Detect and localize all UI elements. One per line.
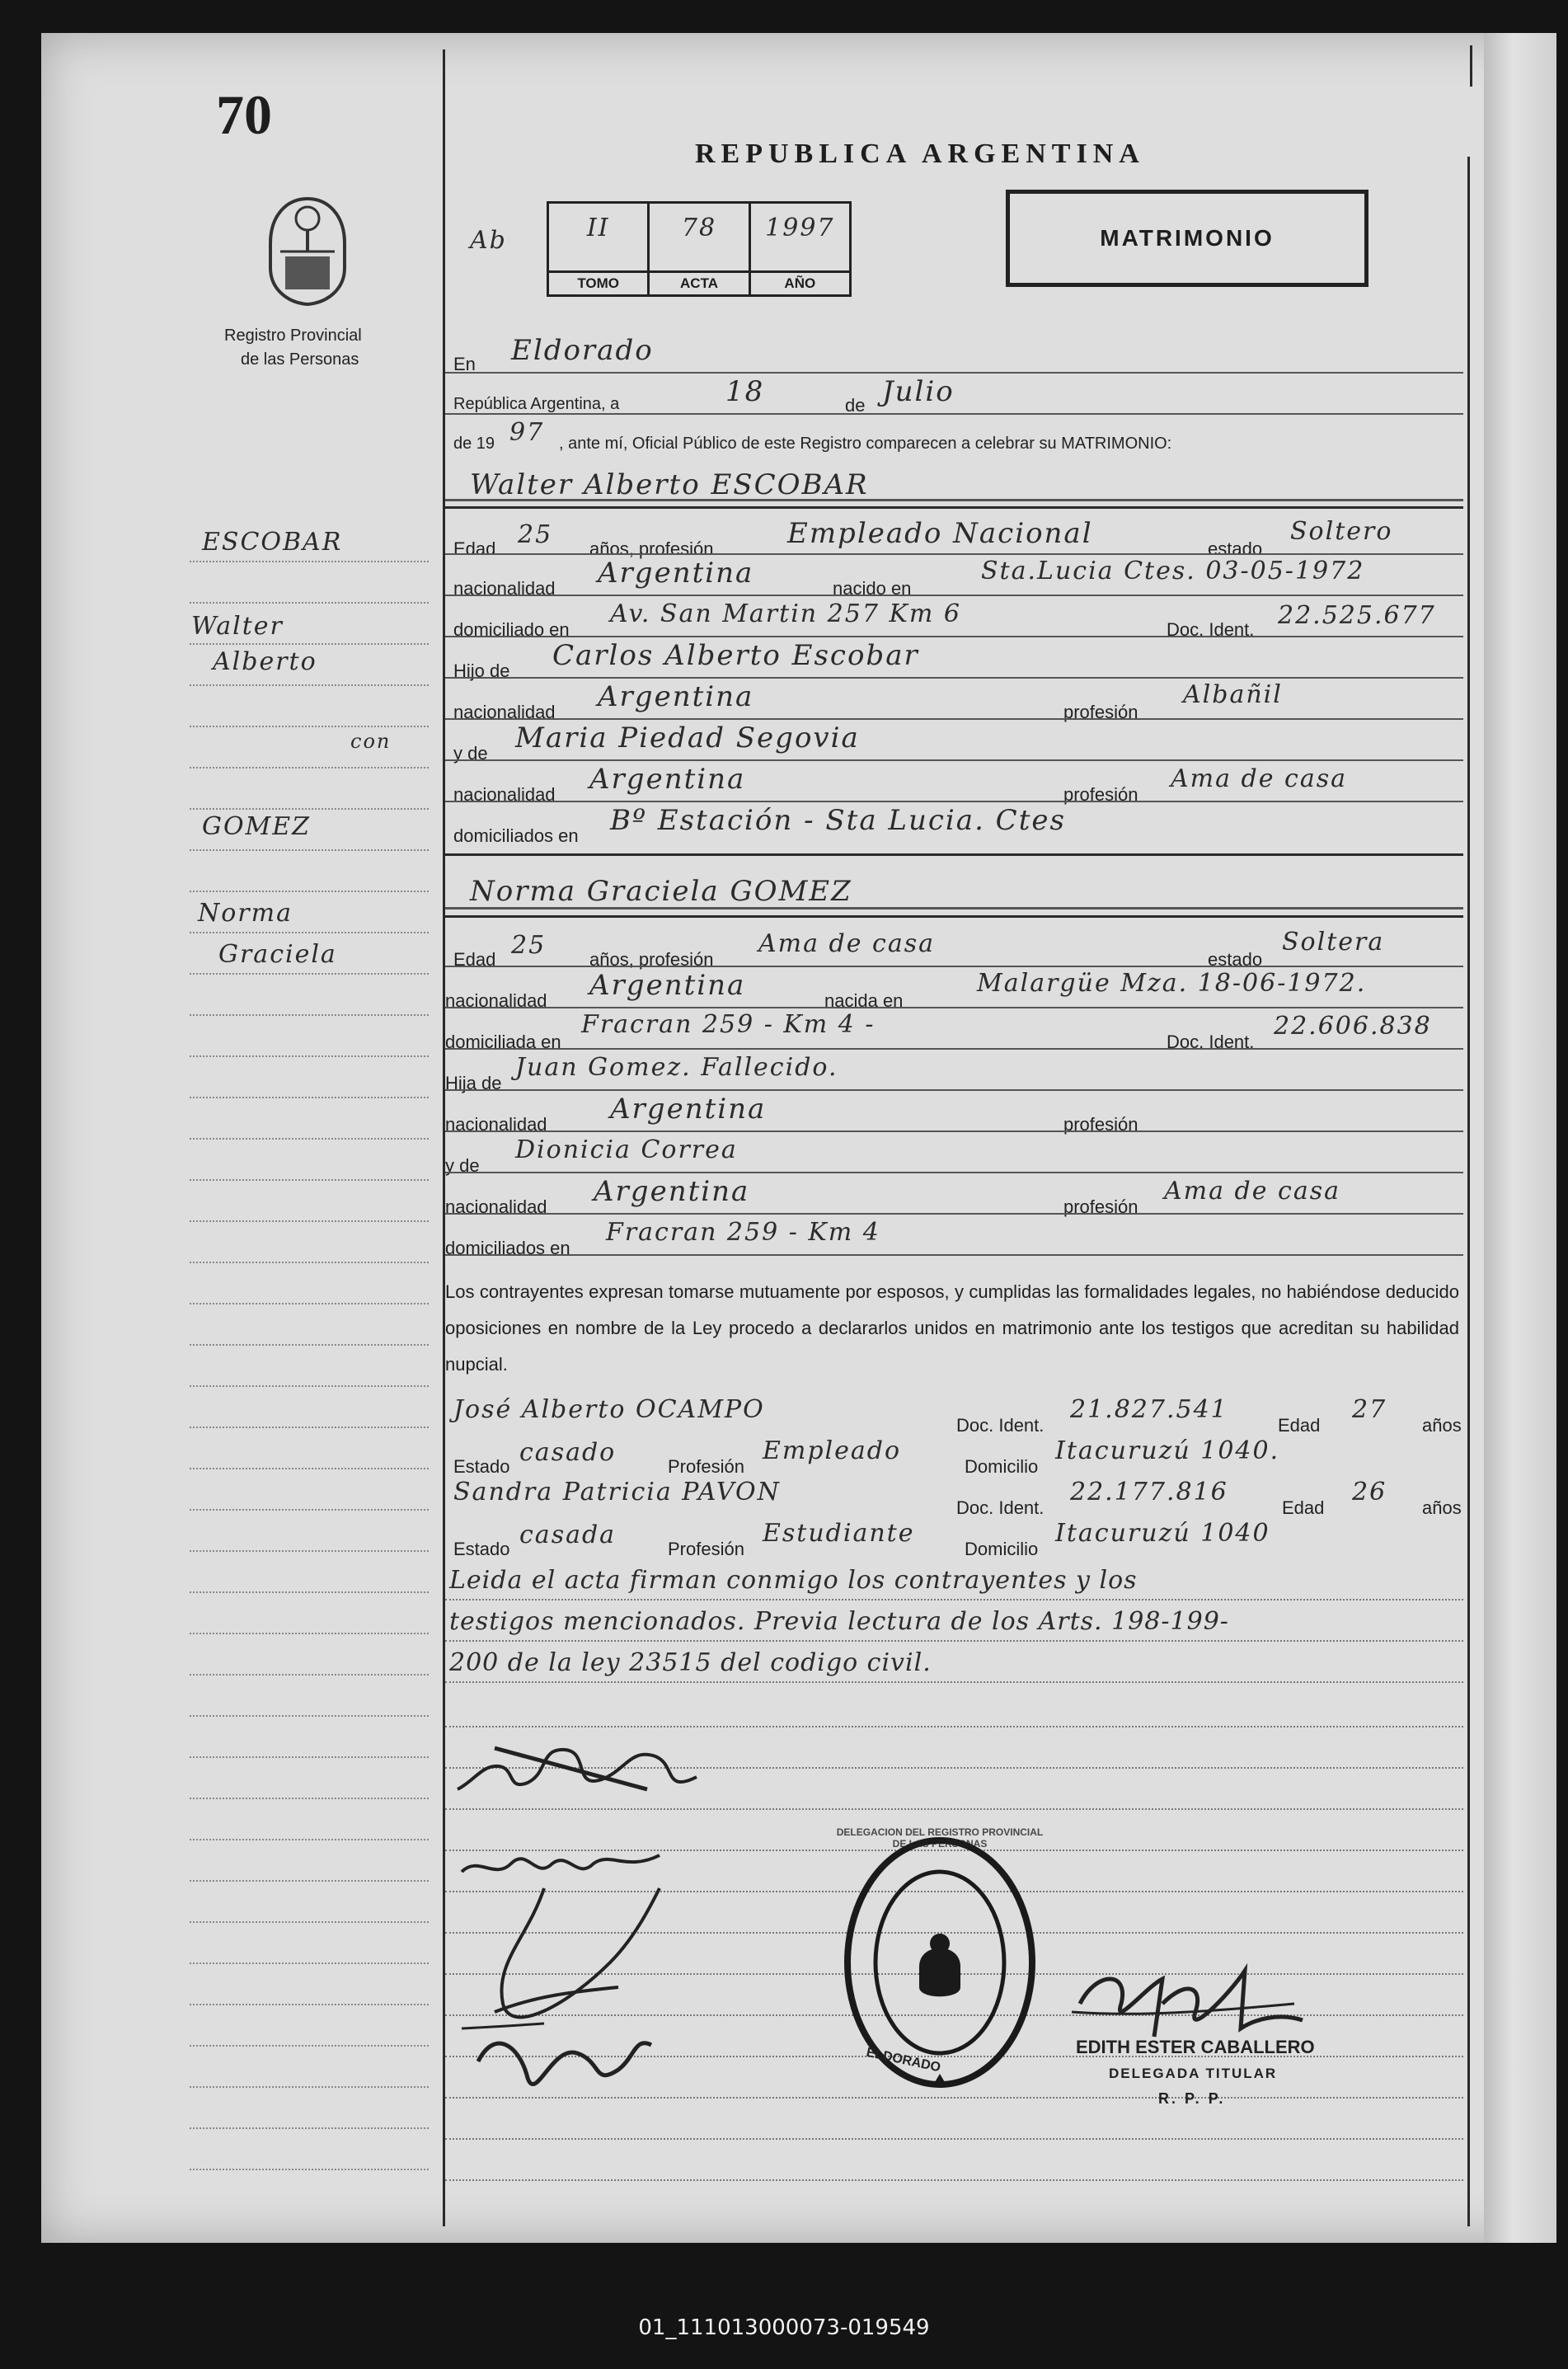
- bride-profesion: Ama de casa: [758, 929, 935, 958]
- ano-label: AÑO: [751, 270, 849, 294]
- official-name: EDITH ESTER CABALLERO: [1076, 2037, 1315, 2057]
- closing-note-2: testigos mencionados. Previa lectura de los Arts. 198-199-: [449, 1607, 1229, 1636]
- groom-domiciliados-label: domiciliados en: [453, 825, 579, 846]
- witness-2-edad-label: Edad: [1282, 1497, 1325, 1518]
- bride-age-line: [445, 928, 1463, 969]
- witness-1-domicilio: Itacuruzú 1040.: [1055, 1436, 1280, 1465]
- witness-1-edad-label: Edad: [1278, 1415, 1321, 1436]
- groom-yde-label: y de: [453, 743, 488, 764]
- coat-of-arms-icon: [262, 194, 353, 309]
- bride-estado-label: estado: [1208, 949, 1263, 970]
- de-label: de: [845, 395, 866, 416]
- groom-estado-label: estado: [1208, 538, 1263, 559]
- republica-label: República Argentina, a: [453, 395, 620, 413]
- bride-yde-label: y de: [445, 1155, 480, 1176]
- bride-padre-nac-label: nacionalidad: [445, 1114, 547, 1135]
- groom-signature-icon: [449, 1732, 713, 1814]
- image-caption: 01_111013000073-019549: [638, 2315, 930, 2340]
- witness-2-line-2: [445, 1517, 1463, 1558]
- bride-edad-label: Edad: [453, 949, 496, 970]
- stamp-town: ELDORADO: [865, 2045, 942, 2075]
- margin-bride-surname: GOMEZ: [202, 812, 312, 841]
- bride-full-name: Norma Graciela GOMEZ: [470, 875, 852, 908]
- groom-nacionalidad: Argentina: [598, 557, 754, 590]
- acta-label: ACTA: [650, 270, 748, 294]
- prefix-handwritten: Ab: [470, 226, 507, 255]
- declaration-text: Los contrayentes expresan tomarse mutuamente por esposos, y cumplidas las formalidades legales, no habiéndose deducido oposiciones en nombre de la Ley procedo a declararlos unidos en matrimonio ante los testigos que acreditan su habilidad nupcial.: [445, 1281, 1459, 1375]
- registry-line-2: de las Personas: [241, 350, 359, 369]
- witness-1-anos-label: años: [1422, 1415, 1462, 1436]
- witness-2-name: Sandra Patricia PAVON: [453, 1478, 781, 1506]
- witness-1-doc: 21.827.541: [1070, 1395, 1228, 1424]
- witness-2-doc: 22.177.816: [1070, 1478, 1228, 1506]
- bride-padre-nacionalidad: Argentina: [610, 1093, 767, 1126]
- bride-witness-signatures-icon: [445, 1839, 692, 2111]
- bride-madre: Dionicia Correa: [515, 1135, 738, 1164]
- margin-groom-given-1: Walter: [191, 612, 284, 641]
- witness-1-line-2: [445, 1435, 1463, 1476]
- bride-domicilio: Fracran 259 - Km 4 -: [581, 1010, 876, 1039]
- groom-domicilio-label: domiciliado en: [453, 619, 570, 640]
- witness-2-domicilio-label: Domicilio: [965, 1539, 1039, 1559]
- bride-domiciliados-label: domiciliados en: [445, 1238, 570, 1258]
- country-title: REPUBLICA ARGENTINA: [695, 139, 1145, 169]
- groom-nacido-label: nacido en: [833, 578, 912, 599]
- registry-line-1: Registro Provincial: [224, 327, 362, 345]
- witness-2-anos-label: años: [1422, 1497, 1462, 1518]
- groom-edad: 25: [518, 520, 553, 549]
- date-line: [445, 375, 1463, 416]
- closing-note-3: 200 de la ley 23515 del codigo civil.: [449, 1648, 932, 1677]
- margin-bride-given-2: Graciela: [218, 940, 337, 969]
- groom-padres-domicilio: Bº Estación - Sta Lucia. Ctes: [610, 804, 1066, 837]
- statement-text: , ante mí, Oficial Público de este Registro comparecen a celebrar su MATRIMONIO:: [559, 435, 1172, 453]
- witness-1-estado: casado: [519, 1438, 617, 1467]
- bride-mother-nat-line: [445, 1175, 1463, 1216]
- tomo-value: II: [586, 214, 610, 242]
- stamp-text: DELEGACION DEL REGISTRO PROVINCIAL DE LAS PERSONAS: [836, 1826, 1044, 1850]
- groom-mother-line: [445, 722, 1463, 763]
- margin-groom-given-2: Alberto: [213, 647, 317, 676]
- place-value: Eldorado: [511, 334, 654, 367]
- groom-nacionalidad-label: nacionalidad: [453, 578, 556, 599]
- groom-madre-nacionalidad: Argentina: [589, 763, 746, 796]
- witness-1-estado-label: Estado: [453, 1456, 510, 1477]
- record-type-box: [1006, 190, 1368, 287]
- groom-age-line: [445, 515, 1463, 557]
- en-label: En: [453, 354, 476, 374]
- bride-madre-prof-label: profesión: [1063, 1196, 1138, 1217]
- witness-1-profesion-label: Profesión: [668, 1456, 744, 1477]
- statement-line: [445, 416, 1463, 458]
- bride-hija-label: Hija de: [445, 1073, 502, 1093]
- witness-2-estado-label: Estado: [453, 1539, 510, 1559]
- groom-hijo-label: Hijo de: [453, 660, 510, 681]
- bride-name-line: [445, 870, 1463, 911]
- bride-nacionalidad: Argentina: [589, 969, 746, 1002]
- official-title: DELEGADA TITULAR: [1109, 2066, 1278, 2081]
- groom-profesion: Empleado Nacional: [787, 517, 1093, 550]
- bride-domicile-line: [445, 1010, 1463, 1051]
- top-right-tick: [1470, 45, 1472, 87]
- official-office: R. P. P.: [1158, 2090, 1226, 2107]
- record-type: MATRIMONIO: [1100, 225, 1275, 251]
- groom-domicilio: Av. San Martin 257 Km 6: [610, 599, 961, 628]
- witness-1-name: José Alberto OCAMPO: [453, 1395, 765, 1424]
- witness-2-edad: 26: [1352, 1478, 1387, 1506]
- acta-value: 78: [681, 214, 717, 242]
- witness-1-profesion: Empleado: [763, 1436, 902, 1465]
- tomo-cell: [549, 204, 650, 294]
- bride-doc: 22.606.838: [1274, 1012, 1432, 1041]
- groom-padre-profesion: Albañil: [1183, 680, 1283, 709]
- groom-padre-prof-label: profesión: [1063, 702, 1138, 722]
- ano-value: 1997: [765, 214, 835, 242]
- page-edge: [1484, 33, 1556, 2243]
- groom-madre-nac-label: nacionalidad: [453, 784, 556, 805]
- bride-anos-profesion-label: años, profesión: [589, 949, 714, 970]
- acta-cell: [650, 204, 750, 294]
- groom-madre: Maria Piedad Segovia: [515, 722, 860, 754]
- bride-mother-line: [445, 1134, 1463, 1175]
- bride-parents-domicile-line: [445, 1216, 1463, 1257]
- groom-madre-prof-label: profesión: [1063, 784, 1138, 805]
- witness-1-domicilio-label: Domicilio: [965, 1456, 1039, 1477]
- month-value: Julio: [882, 375, 955, 408]
- bride-madre-nac-label: nacionalidad: [445, 1196, 547, 1217]
- groom-parents-domicile-line: [445, 804, 1463, 845]
- bride-padre-prof-label: profesión: [1063, 1114, 1138, 1135]
- witness-2-domicilio: Itacuruzú 1040: [1055, 1519, 1270, 1548]
- tomo-acta-ano-table: [547, 201, 852, 297]
- bride-nationality-line: [445, 969, 1463, 1010]
- closing-note-line-2: [445, 1602, 1463, 1643]
- witness-2-profesion-label: Profesión: [668, 1539, 744, 1559]
- page-number: 70: [216, 83, 272, 146]
- place-line: [445, 334, 1463, 375]
- margin-bride-given-1: Norma: [198, 899, 293, 928]
- right-frame-line: [1467, 157, 1470, 2226]
- closing-note-line-1: [445, 1561, 1463, 1602]
- bride-father-line: [445, 1051, 1463, 1093]
- witness-2-line-1: [445, 1476, 1463, 1517]
- groom-mother-nat-line: [445, 763, 1463, 804]
- year-prefix: de 19: [453, 435, 495, 453]
- groom-father-line: [445, 639, 1463, 680]
- witness-2-profesion: Estudiante: [763, 1519, 915, 1548]
- groom-anos-profesion-label: años, profesión: [589, 538, 714, 559]
- bride-padre: Juan Gomez. Fallecido.: [515, 1053, 838, 1082]
- closing-note-line-3: [445, 1643, 1463, 1685]
- bride-nacionalidad-label: nacionalidad: [445, 990, 547, 1011]
- bride-domicilio-label: domiciliada en: [445, 1032, 561, 1052]
- year-suffix: 97: [509, 418, 545, 447]
- witness-1-line-1: [445, 1394, 1463, 1435]
- bride-nacida-label: nacida en: [824, 990, 904, 1011]
- groom-full-name: Walter Alberto ESCOBAR: [470, 468, 869, 501]
- witness-2-estado: casada: [519, 1521, 617, 1549]
- groom-father-nat-line: [445, 680, 1463, 722]
- bride-edad: 25: [511, 931, 547, 960]
- day-value: 18: [725, 375, 765, 408]
- bride-madre-profesion: Ama de casa: [1164, 1177, 1340, 1206]
- groom-madre-profesion: Ama de casa: [1171, 764, 1347, 793]
- witness-1-doc-label: Doc. Ident.: [956, 1415, 1045, 1436]
- witness-2-doc-label: Doc. Ident.: [956, 1497, 1045, 1518]
- bride-nacida: Malargüe Mza. 18-06-1972.: [977, 969, 1367, 998]
- witness-1-edad: 27: [1352, 1395, 1387, 1424]
- margin-connector: con: [350, 730, 392, 753]
- groom-name-line: [445, 462, 1463, 503]
- groom-doc: 22.525.677: [1278, 601, 1436, 630]
- groom-padre: Carlos Alberto Escobar: [552, 639, 919, 672]
- bride-father-nat-line: [445, 1093, 1463, 1134]
- groom-nationality-line: [445, 557, 1463, 598]
- tomo-label: TOMO: [549, 270, 647, 294]
- bride-padres-domicilio: Fracran 259 - Km 4: [606, 1218, 880, 1247]
- groom-doc-label: Doc. Ident.: [1167, 619, 1255, 640]
- margin-groom-surname: ESCOBAR: [202, 528, 343, 557]
- closing-note-1: Leida el acta firman conmigo los contrayentes y los: [449, 1566, 1138, 1595]
- groom-nacido: Sta.Lucia Ctes. 03-05-1972: [981, 557, 1365, 585]
- bride-estado: Soltera: [1282, 928, 1385, 957]
- groom-domicile-line: [445, 598, 1463, 639]
- ano-cell: [751, 204, 849, 294]
- groom-estado: Soltero: [1290, 517, 1393, 546]
- groom-padre-nacionalidad: Argentina: [598, 680, 754, 713]
- groom-padre-nac-label: nacionalidad: [453, 702, 556, 722]
- groom-edad-label: Edad: [453, 538, 496, 559]
- bride-doc-label: Doc. Ident.: [1167, 1032, 1255, 1052]
- bride-madre-nacionalidad: Argentina: [594, 1175, 750, 1208]
